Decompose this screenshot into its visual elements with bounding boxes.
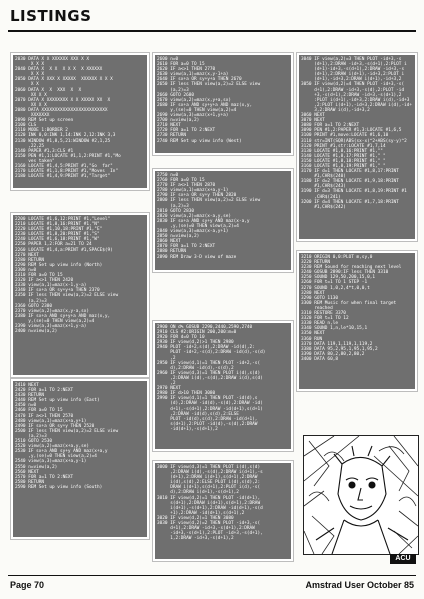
code-line: 2290 REM Set up view info (North) xyxy=(15,262,103,268)
code-line: 3020 IF view(d,2)=1 THEN 3080 xyxy=(157,515,234,521)
code-line: ,y,(se)=0 THEN view(a,2)=4 xyxy=(15,454,97,460)
code-line: reached xyxy=(301,305,333,311)
code-line: 2710 NEXT xyxy=(157,123,181,129)
code-line: 2820 view(a,2)=maz(x-a,y,se) xyxy=(157,213,232,219)
code-line: 3140 LOCATE #1,8,17:PRINT #1," " xyxy=(301,153,386,159)
code-line: -id(d+1),-s(d+1),2 xyxy=(157,426,218,432)
code-line: 2450 n=0 xyxy=(15,403,37,409)
code-line: 3180 IF d=2 THEN LOCATE #1,9,18:PRINT xyxy=(301,179,399,185)
listing-panel xyxy=(152,460,294,562)
code-line: ,2:PLOT i(d+1),-id+3,2:DRAW i(d),-id+ xyxy=(301,102,413,108)
code-line: PLOT -id+2,-s(d),2:DRAW -id(d),-s(d) xyxy=(157,350,266,356)
code-line: 2230 LOCATE #1,8,20:PRINT #1,"S" xyxy=(15,232,100,238)
code-line: ,y,(se)=0 THEN view(a,2)=4 xyxy=(157,223,239,229)
code-line: X X X xyxy=(15,62,45,68)
code-line: 2800 IF less THEN view(a,2)=2 ELSE view xyxy=(157,198,261,204)
code-line: 3040 IF view(a,2)=3 THEN PLOT -id+3,-s xyxy=(301,57,402,62)
code-line: 2960 IF view(d,3)=1 THEN PLOT i(d),s(d) xyxy=(157,370,261,376)
code-line: 2470 IF a<>1 THEN 2570 xyxy=(15,413,74,419)
listing-panel xyxy=(296,52,418,242)
code-line: 2940 PLOT -id+2,s(d),2:DRAW -id(d),2: xyxy=(157,345,255,351)
code-line: #1,CHR$(242) xyxy=(301,204,346,210)
code-line: 2640 IF sx+a OR sy+y+a THEN 2670 xyxy=(157,77,242,83)
code-line: 2930 IF view(d,2)>1 THEN 2980 xyxy=(157,340,234,346)
code-block xyxy=(155,55,291,153)
listing-panel xyxy=(152,52,294,156)
code-line: 3210 ORIGIN 0,0:PLOT m,sy,0 xyxy=(301,255,373,260)
code-line: (a,2)=3 xyxy=(157,203,189,209)
code-line: X X X xyxy=(15,72,45,78)
code-line: 3030 IF view(d,2)=2 THEN PLOT -id+3,-s( xyxy=(157,521,261,527)
code-line: 2210 LOCATE #1,8,16:PRINT #1,"N" xyxy=(15,222,100,228)
code-line: 3340 SOUND 1,n,le*10,15,1 xyxy=(301,326,368,332)
code-line: 2250 PAPER 1,2:FOR a=21 TO 24 xyxy=(15,242,92,248)
code-line: 3200 IF d=4 THEN LOCATE #1,7,18:PRINT xyxy=(301,199,399,205)
code-line: 2520 view(a,2)=maz(x+a,y,se) xyxy=(15,444,90,450)
code-line: 2620 IF a<>1 THEN 2770 xyxy=(157,67,216,73)
code-line: ,22,25 xyxy=(15,143,45,149)
code-line: XX X X xyxy=(15,102,47,108)
code-line: 3220 RETURN xyxy=(301,260,331,266)
page-footer xyxy=(8,575,416,594)
listing-panel xyxy=(152,168,294,273)
code-line: 2260 LOCATE #1,4,a:PRINT #1,SPACE$(9) xyxy=(15,247,113,253)
code-line: 3070 NEXT xyxy=(301,118,325,124)
code-line: d),2:DRAW -id(d),-s(d),2 xyxy=(157,365,234,371)
code-line: 2830 IF sx+a AND sy+y AND maz(x-a,y xyxy=(157,218,250,224)
code-line: 2700 n=view(a,2) xyxy=(157,118,200,124)
code-block xyxy=(155,323,291,449)
code-line: 2420 FOR a=1 TO 2:NEXT xyxy=(15,388,74,394)
code-line: 2050 DATA X XXX X XXXXX XXXXXX X X X xyxy=(15,77,113,83)
code-line: (d+1),2:DRAW -id+3,-s(d+1),2:PLOT i xyxy=(301,62,407,68)
code-line: ves taken" xyxy=(15,158,55,164)
code-block xyxy=(155,171,291,270)
code-line: ,2 xyxy=(157,355,176,361)
code-line: 2730 RETURN xyxy=(157,133,187,139)
code-line: (a,2)=3 xyxy=(15,298,47,304)
listing-panel xyxy=(10,212,150,378)
code-line: 3160 LOCATE #1,8,19:PRINT #1," " xyxy=(301,163,386,169)
code-line: ,2:DRAW i(d),-s(d),2:DRAW i(d+1),-s xyxy=(157,470,263,476)
listing-panel xyxy=(10,378,150,540)
code-line: 2240 LOCATE #1,6,18:PRINT #1,"W" xyxy=(15,237,100,243)
code-line: 2040 DATA X X X X X X X XXXXXX xyxy=(15,67,103,73)
code-line: 2660 GOTO 2680 xyxy=(157,92,195,98)
code-line: 2480 view(a,1)=maz(x+a,y+1) xyxy=(15,418,87,424)
code-line: 3350 NEXT xyxy=(301,331,325,337)
code-line: ,CHR$(241) xyxy=(301,194,341,200)
code-line: d+1),-s(d+1),2:DRAW -id(d+1),s(d+1) xyxy=(157,406,263,412)
code-line: 2750 n=0 xyxy=(157,173,179,178)
code-line: 2310 FOR a=0 TO 15 xyxy=(15,273,63,279)
code-line: 3320 FOR t=1 TO 12 xyxy=(301,316,349,322)
code-line: 2990 IF view(d,1)=1 THEN PLOT -id(d),s xyxy=(157,396,258,402)
code-line: 2200 LOCATE #1,6,12:PRINT #1,"Level" xyxy=(15,217,111,222)
code-line: ,2:DRAW i(d),-s(d),2:DRAW i(d),s(d) xyxy=(157,375,263,381)
code-line: 2270 NEXT xyxy=(15,252,39,258)
code-line: 2180 LOCATE #1,4,9:PRINT #1,"Target" xyxy=(15,174,111,180)
code-line: 2160 LOCATE #1,4,5:PRINT #1,"Go far" xyxy=(15,163,113,169)
maze-cartoon-icon xyxy=(304,436,418,554)
code-line: 2370 view(a,2)=maz(x,y-a,sx) xyxy=(15,308,90,314)
code-line: 2680 IF sx+a AND sy+y+a AND maz(x,y, xyxy=(157,102,253,108)
code-line: 2510 GOTO 2530 xyxy=(15,439,53,445)
code-line: 2440 REM Set up view info (East) xyxy=(15,398,100,404)
code-line: 2330 view(a,1)=maz(x-1,y-a) xyxy=(15,283,87,289)
code-line: 2950 IF view(d,1)=1 THEN PLOT -id+2,-s( xyxy=(157,360,261,366)
code-line: 2720 FOR a=1 TO 2:NEXT xyxy=(157,128,216,134)
code-line: 2920 FOR d=0 TO 10 xyxy=(157,335,205,341)
code-line: 2090 REM Set up screen xyxy=(15,118,74,124)
code-line: 2690 view(a,3)=maz(x+1,y+a) xyxy=(157,113,229,119)
section-title: LISTINGS xyxy=(10,7,92,25)
code-line: 2890 REM Draw 3-D view of maze xyxy=(157,254,237,260)
acu-badge: ACU xyxy=(390,554,416,564)
code-line: 2580 RETURN xyxy=(15,479,45,485)
code-line: 2140 PAPER #1,3:CLS #1 xyxy=(15,148,74,154)
code-line: +1),2:DRAW -id(d+1),s(d+1),2 xyxy=(157,510,245,516)
code-block xyxy=(299,253,415,389)
page-header xyxy=(8,6,416,32)
code-line: 3290 GOTO 1130 xyxy=(301,295,339,301)
cartoon-illustration xyxy=(303,435,419,555)
code-line: 2100 CLS xyxy=(15,123,37,129)
code-block xyxy=(299,55,415,239)
code-line: 2530 IF sx+a AND sy+y AND maz(x+a,y xyxy=(15,449,108,455)
code-line: 2650 IF less THEN view(a,2)=2 ELSE view xyxy=(157,82,261,88)
code-line: s(d+1),2:PLOT -id(d),-s(d),2:DRAW xyxy=(157,421,258,427)
code-line: 3190 IF d=3 THEN LOCATE #1,8,19:PRINT #1 xyxy=(301,189,407,195)
publication-name: Amstrad User October 85 xyxy=(305,580,414,590)
code-line: 2080 DATA XXXXXXXXXXXXXXXXXXXXXXXXX xyxy=(15,107,108,113)
code-line: 3010 IF view(d,2)=1 THEN PLOT -id(d+1), xyxy=(157,495,261,501)
code-line: 2570 FOR a=1 TO 2:NEXT xyxy=(15,474,74,480)
code-line: ,2 xyxy=(157,381,176,387)
code-line: 3240 GOSUB 2890:IF less THEN 3310 xyxy=(301,270,389,276)
code-line: ,2:DRAW -id(d),s(d),2:ELSE xyxy=(157,411,239,417)
code-line: 2880 RETURN xyxy=(157,249,187,255)
code-line: 2590 REM Set up view info (South) xyxy=(15,484,103,490)
code-block xyxy=(13,381,147,537)
code-line: 3280 NEXT xyxy=(301,290,325,296)
code-line: 2300 n=0 xyxy=(15,267,37,273)
code-line: 2460 FOR a=0 TO 15 xyxy=(15,408,63,414)
code-line: 2840 view(a,3)=maz(x-a,y+1) xyxy=(157,229,229,235)
code-line: 3390 DATA 80,2,80,2,80,2 xyxy=(301,351,365,357)
code-line: 3370 DATA 119,1,119,1,119,2 xyxy=(301,341,373,347)
code-line: 3300 REM Music for when final target xyxy=(301,300,397,306)
code-line: XX X X xyxy=(15,92,47,98)
code-line: 2540 view(a,3)=maz(x+a,y-1) xyxy=(15,459,87,465)
code-line: XXXXXXX xyxy=(15,113,50,119)
code-line: 2850 n=view(a,2) xyxy=(157,234,200,240)
code-line: 2280 RETURN xyxy=(15,257,45,263)
code-line: 2110 MODE 1:BORDER 2 xyxy=(15,128,68,134)
code-line: 2320 IF a<>1 THEN 2420 xyxy=(15,278,74,284)
code-line: -id+3,-s(d+1),2:PLOT -id+3,-s(d+1), xyxy=(157,531,263,537)
code-line: 2380 IF sx+a AND sy+y+a AND maz(x,y, xyxy=(15,313,111,319)
code-line: d),2:DRAW i(d+1),-s(d+1),2 xyxy=(157,490,239,496)
code-line: (a,2)=3 xyxy=(15,433,47,439)
code-line: (d+1),-id+3,2:DRAW i(d+1),-id+3,2 xyxy=(301,77,402,83)
code-line: +3,-s(d+1),2:DRAW -id+3,-s(d+1),2 xyxy=(301,92,402,98)
code-line: 2340 IF sx+a OR sy+y+a THEN 2370 xyxy=(15,288,100,294)
code-line: 3100 PRINT #1,move:LOCATE #1,6,10 xyxy=(301,133,389,139)
code-line: 3130 LOCATE #1,8,16:PRINT #1,"" xyxy=(301,148,383,154)
code-line: 2490 IF sx+a OR sy+y THEN 2520 xyxy=(15,423,95,429)
code-line: 3000 IF view(d,3)=1 THEN PLOT i(d),s(d) xyxy=(157,465,261,470)
code-line: :PLOT i(d+1),-id+3,2:DRAW i(d),-id+3 xyxy=(301,97,410,103)
code-line: s(d+1),2:DRAW i(d+1),s(d+1),2:DRAW xyxy=(157,500,261,506)
code-line: 3080 FOR a=1 TO 2:NEXT xyxy=(301,123,360,129)
code-line: 2070 DATA X XXXXXXXX X X XXXXX XX X xyxy=(15,97,111,103)
code-block xyxy=(155,463,291,559)
code-line: 2780 view(a,1)=maz(x+a,y-1) xyxy=(157,188,229,194)
code-line: 2150 PEN #1,1:LOCATE #1,1,2:PRINT #1,"Mo xyxy=(15,153,121,159)
code-line: (d+1),2:DRAW i(d+1),-id+3,2:PLOT i xyxy=(301,72,405,78)
code-line: 3170 IF d=1 THEN LOCATE #1,8,17:PRINT xyxy=(301,169,399,175)
code-line: 3120 PRINT #1,str:LOCATE #1,7,14 xyxy=(301,143,386,149)
code-line: y,(se)=0 THEN view(a,2)=4 xyxy=(157,107,237,113)
code-line: d+1),2:DRAW -id+3,-s(d),2:PLOT -id xyxy=(301,87,405,93)
code-line: 2740 REM Set up view info (West) xyxy=(157,138,242,144)
code-line: 2500 IF less THEN view(a,2)=2 ELSE view xyxy=(15,428,119,434)
code-line: 3270 SOUND 1,0,2,4*t,0,0,t xyxy=(301,285,370,291)
code-line: 2400 n=view(a,2) xyxy=(15,329,58,335)
code-line: 2220 LOCATE #1,10,18:PRINT #1,"E" xyxy=(15,227,103,233)
code-line: 2790 IF sx+a OR sy+y THEN 2820 xyxy=(157,193,237,199)
code-line: d+1),2:DRAW -id+3,-s(d+1),2:DRAW xyxy=(157,526,255,532)
code-line: 3360 RUN xyxy=(301,336,323,342)
page-number: Page 70 xyxy=(10,580,45,590)
code-line: 2770 IF a<>1 THEN 2870 xyxy=(157,183,216,189)
code-line: 2860 NEXT xyxy=(157,239,181,245)
code-block xyxy=(13,55,147,188)
code-line: 2410 NEXT xyxy=(15,383,39,388)
code-line: 3250 SOUND 129,50,200,15,0,1 xyxy=(301,275,376,281)
code-line: 3110 str=INT(SQR(ABS(sx-x)^2+ABS(sy-y)^2 xyxy=(301,138,407,144)
code-line: X X xyxy=(15,82,39,88)
code-line: 2980 IF d>10 THEN 3080 xyxy=(157,391,216,397)
code-line: 3260 FOR t=1 TO 1 STEP -1 xyxy=(301,280,368,286)
code-line: PLOT -id(d),s(d),2:DRAW -id(d+1), xyxy=(157,416,258,422)
code-line: 2910 CLS #2:ORIGIN 200,200:m=0 xyxy=(157,330,237,336)
code-line: 3060 NEXT xyxy=(301,113,325,119)
listing-panel xyxy=(152,320,294,452)
code-line: DRAW i(d+1),s(d+1),2:PLOT i(d),-s( xyxy=(157,485,261,491)
code-line: 2560 NEXT xyxy=(15,469,39,475)
code-line: 2170 LOCATE #1,1,8:PRINT #1,"Moves In" xyxy=(15,169,119,175)
code-line: (d+1)-id+3,-s(d+1),2:DRAW -id+3,-s xyxy=(301,67,405,73)
listing-panel xyxy=(10,52,150,191)
code-line: 2600 n=0 xyxy=(157,57,179,62)
code-line: 2900 ON d% GOSUB 2290,2440,2590,2740 xyxy=(157,325,253,330)
code-line: (a,2)=3 xyxy=(157,87,189,93)
code-line: 2810 GOTO 2830 xyxy=(157,208,195,214)
code-line: 2030 DATA X X XXXXXX XXX X X xyxy=(15,57,90,62)
code-line: 2970 NEXT xyxy=(157,386,181,392)
code-line: 2670 view(a,2)=maz(x,y+a,sx) xyxy=(157,97,232,103)
code-line: 3050 IF view(d,2)=4 THEN PLOT -id+3,-s( xyxy=(301,82,405,88)
code-line: 3310 RESTORE 3370 xyxy=(301,311,346,317)
code-line: 2870 FOR a=1 TO 2:NEXT xyxy=(157,244,216,250)
code-line: 3330 READ n,le xyxy=(301,321,339,327)
code-line: y,(se)=0 THEN view(a,2)=4 xyxy=(15,318,95,324)
code-line: 2430 RETURN xyxy=(15,393,45,399)
code-line: 1,2:DRAW -id+3,-s(d+1),2 xyxy=(157,536,234,542)
code-line: 2390 view(a,3)=maz(x+1,y-a) xyxy=(15,323,87,329)
code-block xyxy=(13,215,147,375)
code-line: 2550 n=view(a,2) xyxy=(15,464,58,470)
code-line: #1,CHR$(243) xyxy=(301,184,346,190)
code-line: 2360 GOTO 2380 xyxy=(15,303,53,309)
code-line: i(d),s(d),2:ELSE PLOT i(d),s(d),2: xyxy=(157,480,261,486)
code-line: 3380 DATA 95,2,95,1,95,1,95,2 xyxy=(301,346,378,352)
code-line: #1,CHR$(240) xyxy=(301,174,346,180)
code-line: 2760 FOR a=0 TO 15 xyxy=(157,178,205,184)
code-line: 2630 view(a,1)=maz(x,y-1+a) xyxy=(157,72,229,78)
code-line: 2610 FOR a=0 TO 15 xyxy=(157,62,205,68)
code-line: 2130 WINDOW #1,8,5,21:WINDOW #2,1,25 xyxy=(15,138,111,144)
code-line: 2120 INK 0,0:INK 1,14:INK 2,12:INK 3,3 xyxy=(15,133,116,139)
code-line: 2060 DATA X X XXX X X xyxy=(15,87,82,93)
code-line: 2350 IF less THEN view(a,2)=2 ELSE view xyxy=(15,293,119,299)
code-line: 3090 PEN #1,2:PAPER #1,3:LOCATE #1,6,5 xyxy=(301,128,402,134)
code-line: 3150 LOCATE #1,8,18:PRINT #1," " xyxy=(301,158,386,164)
code-line: (d),2:DRAW -id(d),-s(d),2:DRAW -id( xyxy=(157,401,263,407)
code-line: i(d+1),-s(d+1),2:DRAW -id(d+1),-s(d xyxy=(157,505,263,511)
code-line: 3230 REM Sound for reaching next level xyxy=(301,265,402,271)
code-line: (d+1),2:DRAW i(d+1),s(d+1),2:DRAW xyxy=(157,475,258,481)
code-line: 3400 DATA 60,8 xyxy=(301,356,339,362)
code-line: 3,2:DRAW i(d),-id+3,2 xyxy=(301,107,370,113)
listing-panel xyxy=(296,250,418,392)
